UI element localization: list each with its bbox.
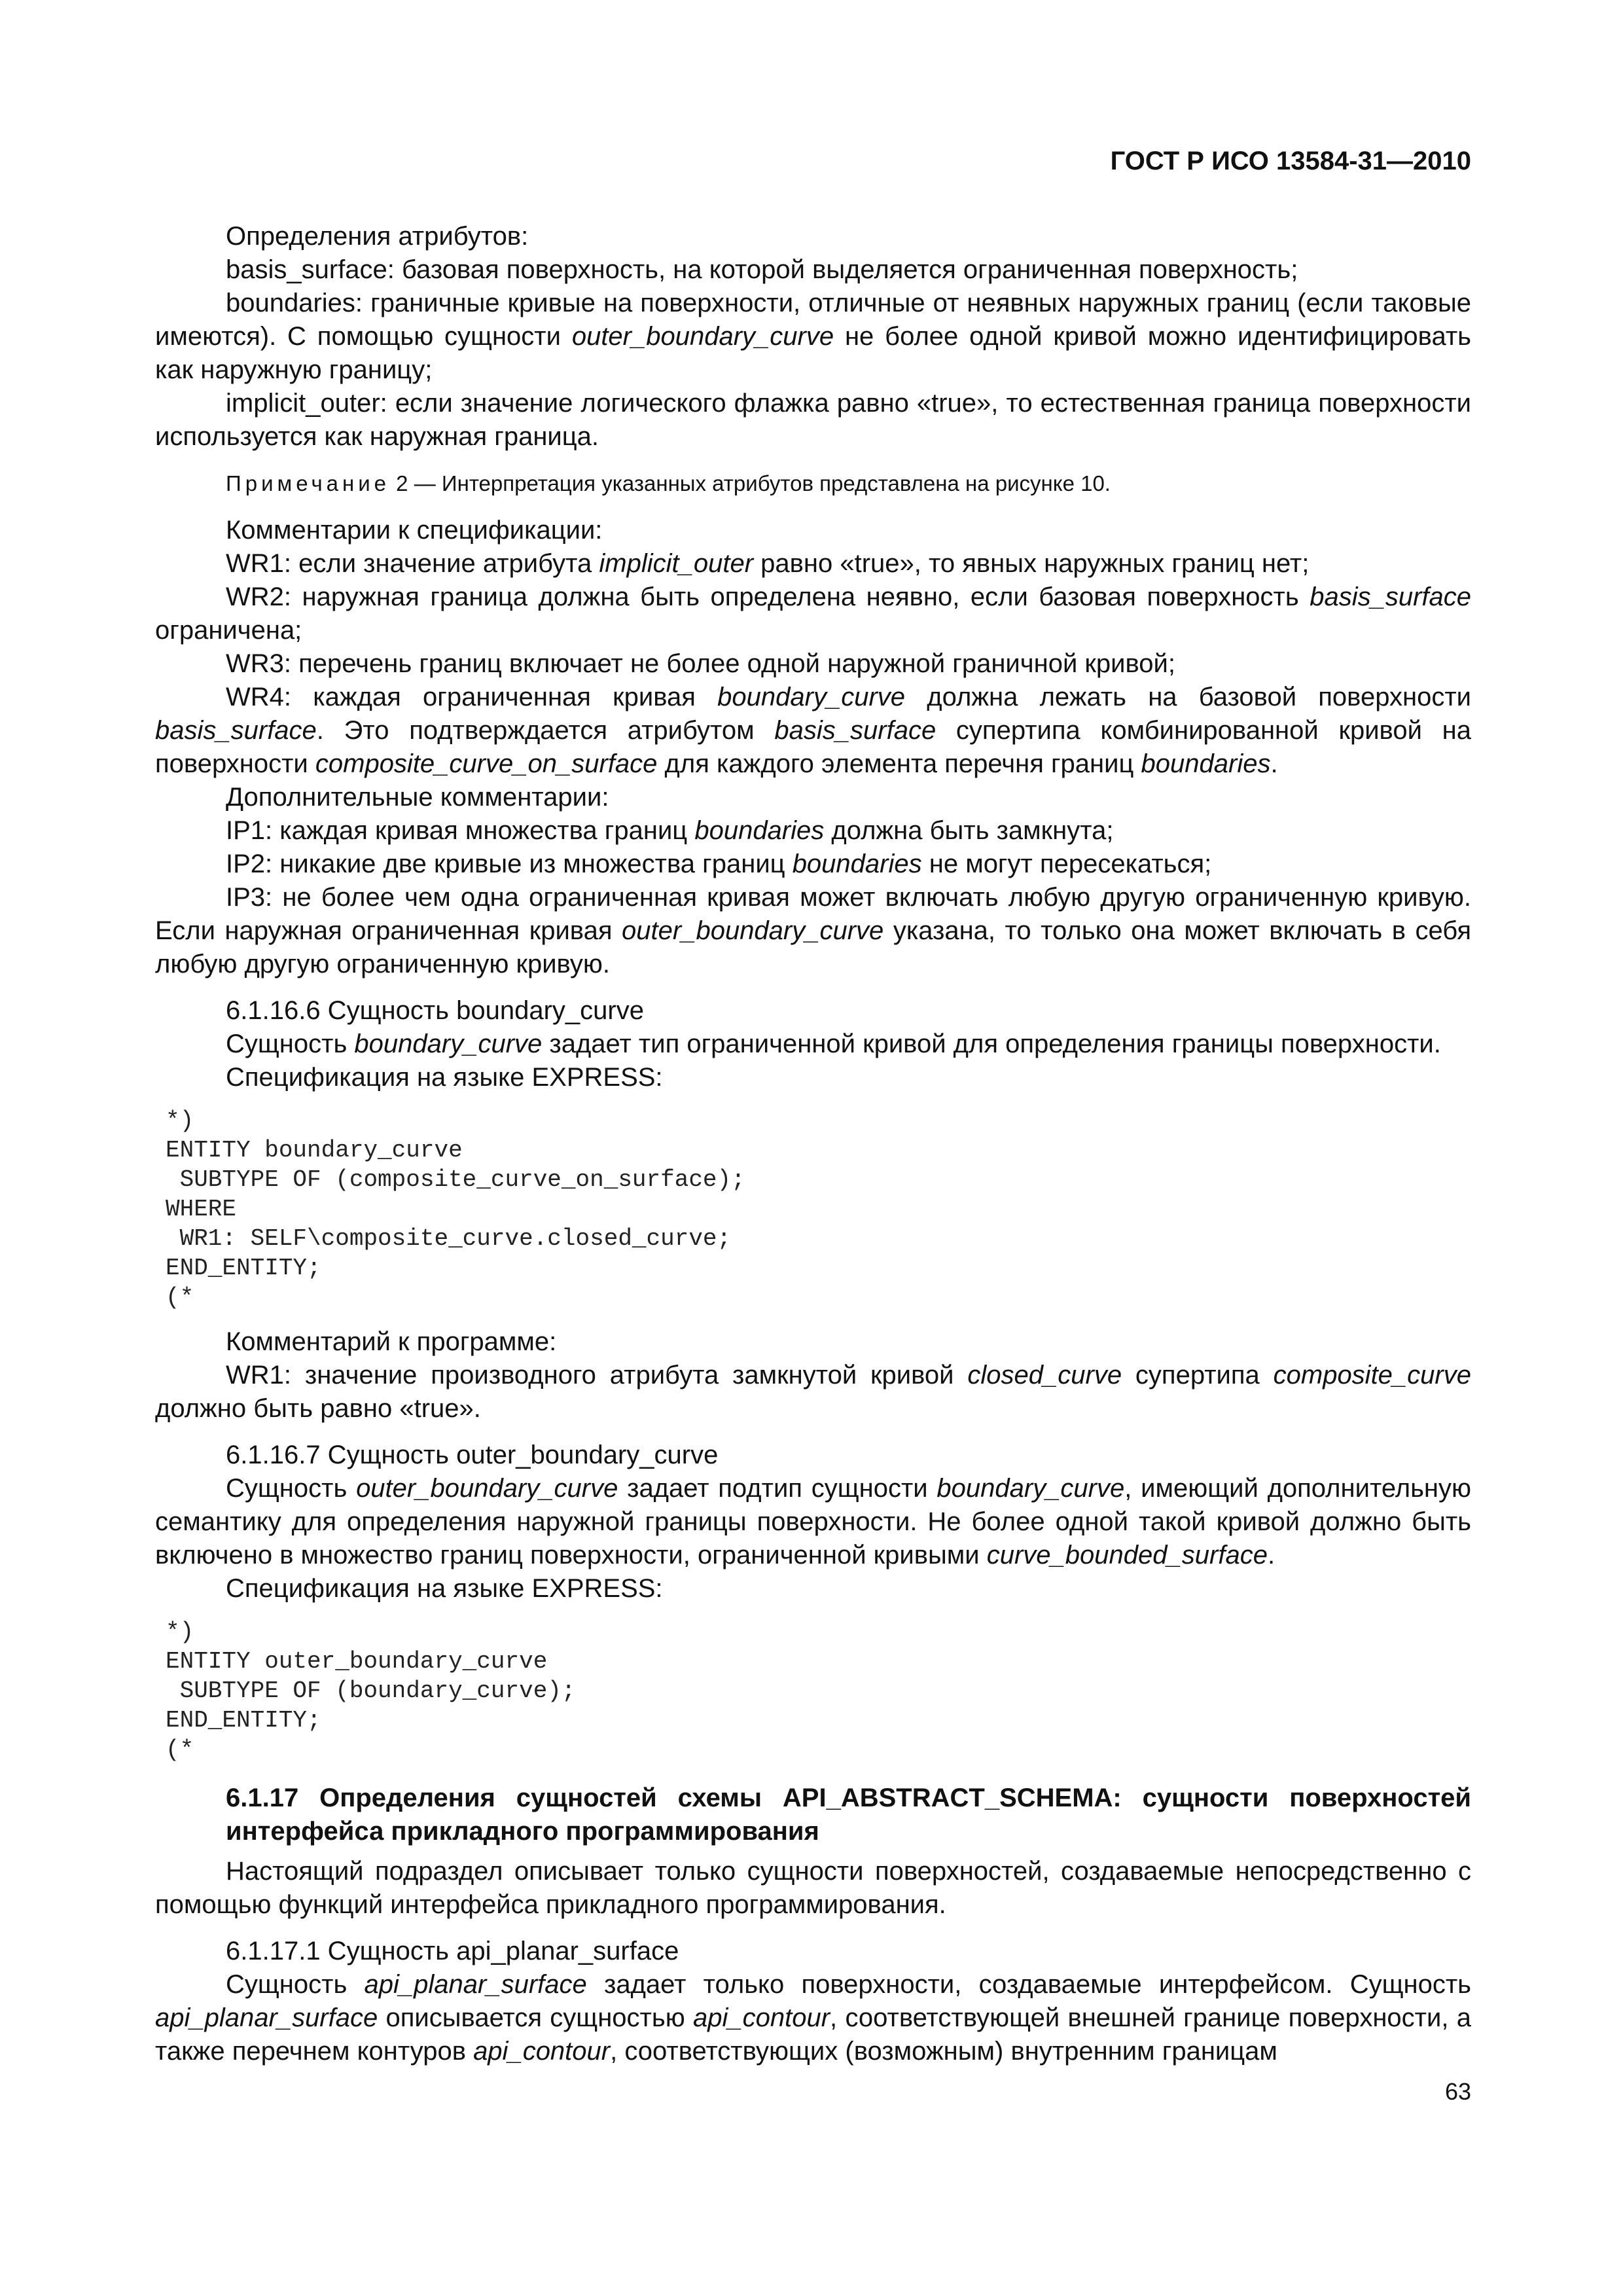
paragraph: IP2: никакие две кривые из множества границ boundaries не могут пересекаться;: [226, 850, 1212, 878]
paragraph: Сущность outer_boundary_curve задает подтип сущности boundary_curve, имеющий дополнительную семантику для определения наружной границы поверхности. Не более одной такой кривой должно быть включено в множество границ поверхности, ограниченной кривыми curve_bounded_surface.: [155, 1474, 1472, 1570]
paragraph: implicit_outer: если значение логического флажка равно «true», то естественная граница поверхности используется как наружная граница.: [155, 389, 1471, 451]
document-code-header: ГОСТ Р ИСО 13584-31—2010: [1110, 147, 1471, 175]
page-body: [155, 220, 1471, 2068]
paragraph: Спецификация на языке EXPRESS:: [226, 1063, 663, 1092]
page-number: 63: [1444, 2078, 1471, 2105]
paragraph: WR4: каждая ограниченная кривая boundary_curve должна лежать на базовой поверхности basis_surface. Это подтверждается атрибутом basis_surface супертипа комбинированной кривой на поверхности composite_curve_on_surface для каждого элемента перечня границ boundaries.: [155, 683, 1472, 778]
paragraph: WR2: наружная граница должна быть определена неявно, если базовая поверхность basis_surface ограничена;: [155, 583, 1471, 645]
paragraph: IP3: не более чем одна ограниченная кривая может включать любую другую ограниченную кривую. Если наружная ограниченная кривая outer_boundary_curve указана, то только она может включать в себя любую другую ограниченную кривую.: [155, 883, 1471, 978]
paragraph: Сущность api_planar_surface задает только поверхности, создаваемые интерфейсом. Сущность api_planar_surface описывается сущностью api_contour, соответствующей внешней границе поверхности, а также перечнем контуров api_contour, соответствующих (возможным) внутренним границам: [155, 1970, 1472, 2066]
paragraph: Дополнительные комментарии:: [226, 783, 609, 812]
section-heading: 6.1.17.1 Сущность api_planar_surface: [226, 1937, 679, 1965]
paragraph: WR1: если значение атрибута implicit_outer равно «true», то явных наружных границ нет;: [226, 549, 1310, 578]
paragraph: Сущность boundary_curve задает тип ограниченной кривой для определения границы поверхности.: [226, 1030, 1441, 1058]
paragraph: Определения атрибутов:: [226, 222, 529, 251]
section-heading-bold: 6.1.17 Определения сущностей схемы API_ABSTRACT_SCHEMA: сущности поверхностей интерфейса прикладного программирования: [226, 1784, 1471, 1846]
paragraph: IP1: каждая кривая множества границ boundaries должна быть замкнута;: [226, 816, 1114, 845]
paragraph: WR1: значение производного атрибута замкнутой кривой closed_curve супертипа composite_curve должно быть равно «true».: [155, 1361, 1471, 1423]
express-code-block: *) ENTITY outer_boundary_curve SUBTYPE OF (boundary_curve); END_ENTITY; (*: [166, 1619, 576, 1763]
paragraph: Комментарии к спецификации:: [226, 516, 603, 545]
section-heading: 6.1.16.7 Сущность outer_boundary_curve: [226, 1441, 719, 1469]
paragraph: Настоящий подраздел описывает только сущности поверхностей, создаваемые непосредственно с помощью функций интерфейса прикладного программирования.: [155, 1857, 1471, 1919]
express-code-block: *) ENTITY boundary_curve SUBTYPE OF (composite_curve_on_surface); WHERE WR1: SELF\composite_curve.closed_curve; END_ENTITY; (*: [166, 1107, 745, 1311]
paragraph: WR3: перечень границ включает не более одной наружной граничной кривой;: [226, 649, 1175, 678]
paragraph: boundaries: граничные кривые на поверхности, отличные от неявных наружных границ (если таковые имеются). С помощью сущности outer_boundary_curve не более одной кривой можно идентифицировать как наружную границу;: [155, 289, 1471, 384]
paragraph: basis_surface: базовая поверхность, на которой выделяется ограниченная поверхность;: [226, 255, 1298, 284]
paragraph: Спецификация на языке EXPRESS:: [226, 1574, 663, 1603]
section-heading: 6.1.16.6 Сущность boundary_curve: [226, 996, 644, 1025]
note: Примечание 2 — Интерпретация указанных атрибутов представлена на рисунке 10.: [226, 471, 1111, 495]
paragraph: Комментарий к программе:: [226, 1327, 557, 1356]
